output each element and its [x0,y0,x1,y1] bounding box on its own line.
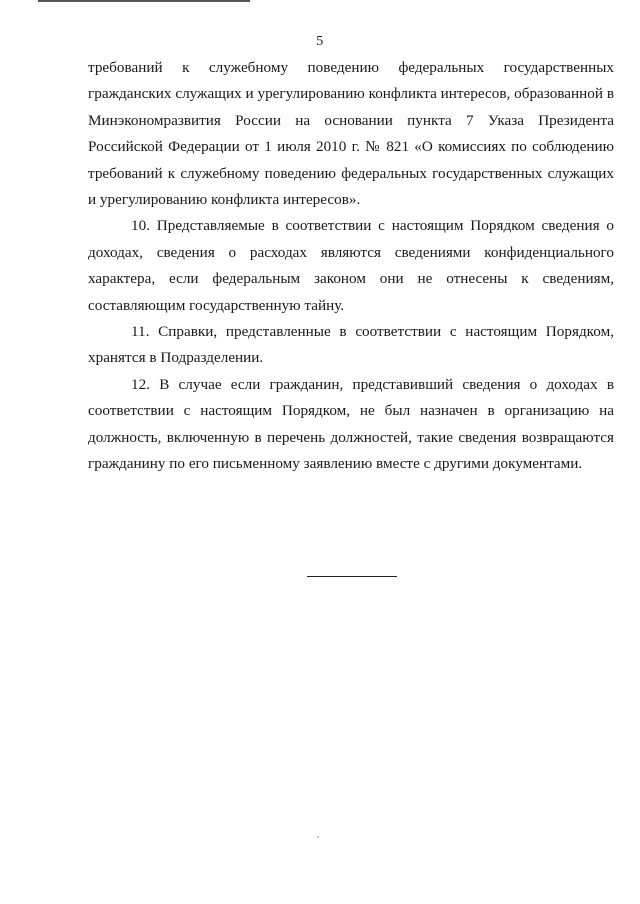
scan-speck [317,836,319,838]
page-number: 5 [316,34,324,49]
scan-top-edge-line [38,0,250,2]
paragraph-10: 10. Представляемые в соответствии с настоящим Порядком сведения о доходах, сведения о расходах являются сведениями конфиденциального характера, если федеральным законом они не отнесены к сведениям, составляющим государственную тайну. [88,217,614,314]
paragraph-continuation: требований к служебному поведению федеральных государственных гражданских служащих и урегулированию конфликта интересов, образованной в Минэкономразвития России на основании пункта 7 Указа Президента Российской Федерации от 1 июля 2010 г. № 821 «О комиссиях по соблюдению требований к служебному поведению федеральных государственных служащих и урегулированию конфликта интересов». [88,59,614,209]
paragraph-11: 11. Справки, представленные в соответствии с настоящим Порядком, хранятся в Подразделении. [88,323,614,367]
paragraph-12: 12. В случае если гражданин, представивший сведения о доходах в соответствии с настоящим Порядком, не был назначен в организацию на должность, включенную в перечень должностей, такие сведения возвращаются гражданину по его письменному заявлению вместе с другими документами. [88,375,614,473]
end-of-document-rule [307,576,397,577]
document-body [88,55,614,478]
